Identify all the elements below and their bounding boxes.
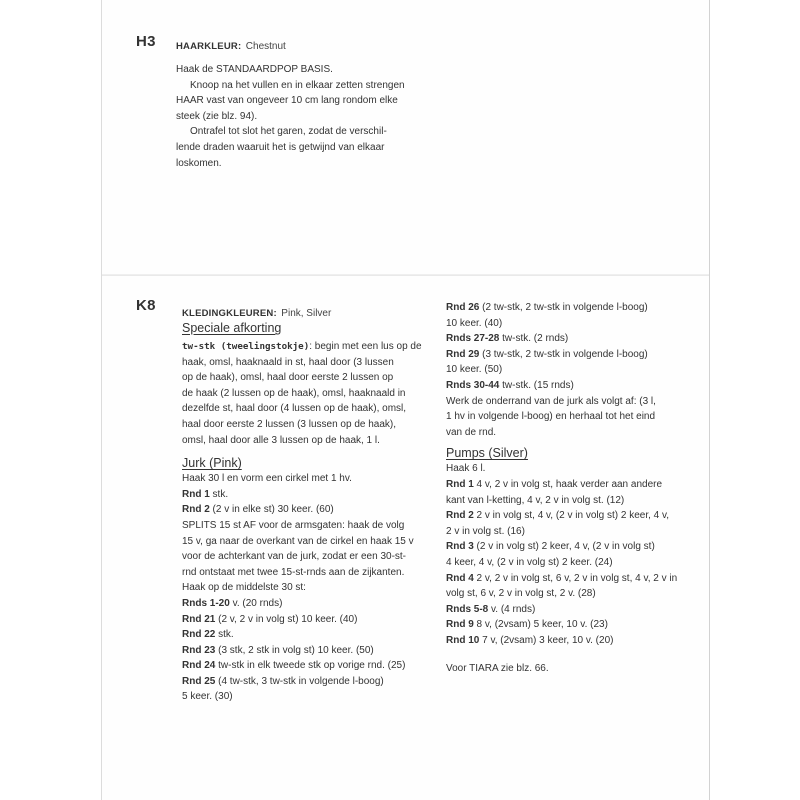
dress-round: Rnd 24 tw-stk in elk tweede stk op vorige rnd. (25) — [182, 660, 406, 672]
clothing-colors-label: KLEDINGKLEUREN: — [182, 308, 277, 319]
h3-instruction-line: Knoop na het vullen en in elkaar zetten strengen — [190, 79, 405, 91]
dress-line: SPLITS 15 st AF voor de armsgaten: haak de volg — [182, 519, 405, 531]
abbrev-line: haal door eerste 2 lussen (3 lussen op de haak), — [182, 418, 397, 430]
dress-line: 1 hv in volgende l-boog) en herhaal tot het eind — [446, 411, 656, 423]
dress-line: van de rnd. — [446, 426, 497, 438]
clothing-colors-value: Pink, Silver — [281, 308, 332, 319]
pumps-round: Rnd 3 (2 v in volg st) 2 keer, 4 v, (2 v in volg st) — [446, 541, 655, 553]
abbrev-heading: Speciale afkorting — [182, 321, 282, 335]
section-code-h3: H3 — [136, 33, 156, 50]
dress-round: Rnd 22 stk. — [182, 629, 234, 641]
dress-line: 15 v, ga naar de overkant van de cirkel en haak 15 v — [182, 535, 414, 547]
pumps-round: Rnd 4 2 v, 2 v in volg st, 6 v, 2 v in volg st, 4 v, 2 v in — [446, 572, 678, 584]
abbrev-definition — [182, 339, 427, 448]
h3-instruction-line: Ontrafel tot slot het garen, zodat de verschil- — [190, 126, 387, 138]
dress-round: Rnd 23 (3 stk, 2 stk in volg st) 10 keer. (50) — [182, 644, 374, 656]
abbrev-line: omsl, haal door alle 3 lussen op de haak, 1 l. — [182, 434, 380, 446]
dress-heading: Jurk (Pink) — [182, 456, 242, 471]
h3-instruction-line: loskomen. — [176, 157, 222, 169]
dress-line: voor de achterkant van de jurk, zodat er een 30-st- — [182, 551, 407, 563]
hair-color-label: HAARKLEUR: — [176, 41, 242, 52]
tiara-note: Voor TIARA zie blz. 66. — [446, 663, 549, 675]
abbrev-line: de haak (2 lussen op de haak), omsl, haaknaald in — [182, 387, 406, 399]
hair-color-value: Chestnut — [245, 41, 286, 52]
dress-line: 10 keer. (50) — [446, 364, 503, 376]
dress-line: rnd ontstaat met twee 15-st-rnds aan de zijkanten. — [182, 566, 405, 578]
dress-round: Rnds 27-28 tw-stk. (2 rnds) — [446, 333, 569, 345]
dress-round: Rnds 1-20 v. (20 rnds) — [182, 597, 283, 609]
clothing-colors-line — [182, 303, 331, 321]
abbrev-line: tw-stk (tweelingstokje): begin met een lus op de — [182, 341, 422, 352]
dress-line: Werk de onderrand van de jurk als volgt af: (3 l, — [446, 395, 656, 407]
pumps-line: kant van l-ketting, 4 v, 2 v in volg st. (12) — [446, 494, 625, 506]
abbrev-line: op de haak), omsl, haal door eerste 2 lussen op — [182, 372, 394, 384]
dress-round: Rnd 29 (3 tw-stk, 2 tw-stk in volgende l-boog) — [446, 348, 648, 360]
pumps-round: Rnd 10 7 v, (2vsam) 3 keer, 10 v. (20) — [446, 634, 614, 646]
h3-instruction-line: Haak de STANDAARDPOP BASIS. — [176, 64, 333, 75]
pumps-round: Rnd 9 8 v, (2vsam) 5 keer, 10 v. (23) — [446, 619, 608, 631]
pumps-line: Haak 6 l. — [446, 463, 486, 475]
h3-instruction-line: steek (zie blz. 94). — [176, 110, 258, 122]
pumps-line: 2 v in volg st. (16) — [446, 525, 525, 537]
section-code-k8: K8 — [136, 297, 156, 314]
dress-round: Rnd 1 stk. — [182, 488, 229, 500]
left-column — [182, 321, 427, 705]
abbrev-line: haak, omsl, haaknaald in st, haal door (3 lussen — [182, 356, 394, 368]
dress-line: Haak op de middelste 30 st: — [182, 582, 306, 594]
dress-round: Rnd 2 (2 v in elke st) 30 keer. (60) — [182, 504, 334, 516]
dress-round: Rnd 21 (2 v, 2 v in volg st) 10 keer. (40) — [182, 613, 358, 625]
pumps-round: Rnd 1 4 v, 2 v in volg st, haak verder aan andere — [446, 478, 663, 490]
abbrev-line: dezelfde st, haal door (4 lussen op de haak), omsl, — [182, 403, 407, 415]
h3-instructions — [176, 62, 405, 171]
dress-round: Rnd 25 (4 tw-stk, 3 tw-stk in volgende l-boog) — [182, 675, 384, 687]
dress-line: Haak 30 l en vorm een cirkel met 1 hv. — [182, 473, 352, 485]
dress-round: Rnd 26 (2 tw-stk, 2 tw-stk in volgende l-boog) — [446, 302, 648, 313]
h3-instruction-line: lende draden waaruit het is getwijnd van elkaar — [176, 141, 385, 153]
pumps-line: volg st, 6 v, 2 v in volg st, 2 v. (28) — [446, 588, 596, 600]
dress-line: 10 keer. (40) — [446, 317, 503, 329]
pumps-heading: Pumps (Silver) — [446, 446, 528, 461]
dress-line: 5 keer. (30) — [182, 691, 233, 703]
pumps-round: Rnd 2 2 v in volg st, 4 v, (2 v in volg st) 2 keer, 4 v, — [446, 510, 670, 522]
h3-instruction-line: HAAR vast van ongeveer 10 cm lang rondom elke — [176, 95, 398, 107]
dress-round: Rnds 30-44 tw-stk. (15 rnds) — [446, 379, 574, 391]
abbrev-term: tw-stk (tweelingstokje) — [182, 341, 310, 352]
pumps-line: 4 keer, 4 v, (2 v in volg st) 2 keer. (24) — [446, 556, 613, 568]
right-column — [446, 300, 701, 677]
page-fold-line — [102, 274, 709, 276]
hair-color-line — [176, 36, 286, 54]
pumps-round: Rnds 5-8 v. (4 rnds) — [446, 603, 536, 615]
